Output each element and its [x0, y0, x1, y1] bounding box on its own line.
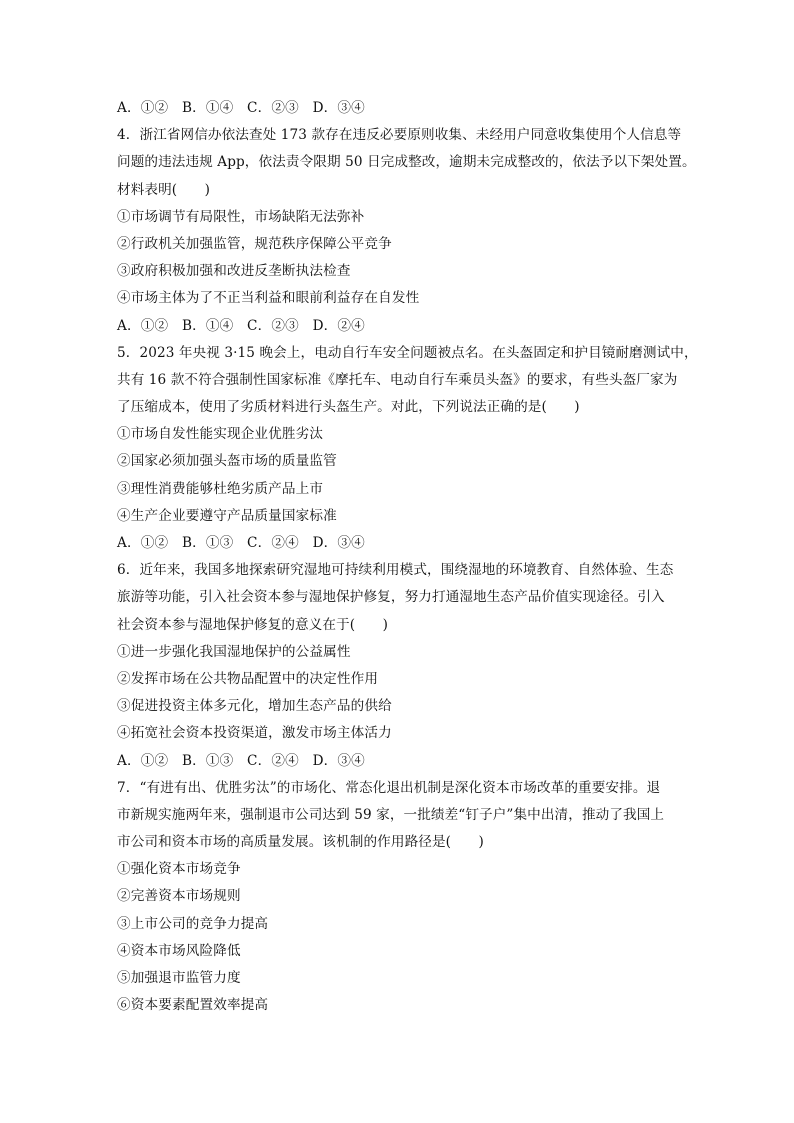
q5-stem-line-3: 了压缩成本，使用了劣质材料进行头盔生产。对此，下列说法正确的是( ) [117, 399, 580, 416]
q5-option-2: ②国家必须加强头盔市场的质量监管 [117, 453, 337, 470]
q4-stem-line-3: 材料表明( ) [117, 181, 210, 198]
q4-option-2: ②行政机关加强监管，规范秩序保障公平竞争 [117, 235, 392, 252]
q4-option-3: ③政府积极加强和改进反垄断执法检查 [117, 263, 351, 280]
q4-stem-line-2: 问题的违法违规 App，依法责令限期 50 日完成整改，逾期未完成整改的，依法予以下架处置。 [117, 154, 696, 171]
q7-option-2: ②完善资本市场规则 [117, 888, 241, 905]
q7-option-5: ⑤加强退市监管力度 [117, 970, 241, 986]
q5-stem-line-2: 共有 16 款不符合强制性国家标准《摩托车、电动自行车乘员头盔》的要求，有些头盔厂家为 [117, 371, 678, 388]
q5-option-3: ③理性消费能够杜绝劣质产品上市 [117, 480, 324, 497]
q7-option-4: ④资本市场风险降低 [117, 942, 241, 959]
q5-option-1: ①市场自发性能实现企业优胜劣汰 [117, 426, 324, 443]
q3-answer-choices: A．①② B．①④ C．②③ D．③④ [117, 100, 365, 116]
q7-option-1: ①强化资本市场竞争 [117, 861, 241, 878]
q6-stem-line-2: 旅游等功能，引入社会资本参与湿地保护修复，努力打通湿地生态产品价值实现途径。引入 [117, 589, 665, 606]
q6-option-4: ④拓宽社会资本投资渠道，激发市场主体活力 [117, 725, 392, 742]
q7-option-3: ③上市公司的竞争力提高 [117, 915, 269, 932]
q7-option-6: ⑥资本要素配置效率提高 [117, 997, 269, 1014]
question-sheet [117, 95, 698, 1019]
q6-stem-line-3: 社会资本参与湿地保护修复的意义在于( ) [117, 616, 388, 633]
q4-answer-choices: A．①② B．①④ C．②③ D．②④ [117, 317, 365, 334]
q6-option-1: ①进一步强化我国湿地保护的公益属性 [117, 643, 351, 660]
q6-option-3: ③促进投资主体多元化，增加生态产品的供给 [117, 698, 392, 715]
q4-option-4: ④市场主体为了不正当利益和眼前利益存在自发性 [117, 290, 420, 307]
q4-stem-line-1: 4．浙江省网信办依法查处 173 款存在违反必要原则收集、未经用户同意收集使用个人信息等 [117, 127, 682, 144]
q5-stem-line-1: 5．2023 年央视 3·15 晚会上，电动自行车安全问题被点名。在头盔固定和护目镜耐磨测试中， [117, 344, 698, 361]
q5-option-4: ④生产企业要遵守产品质量国家标准 [117, 507, 337, 524]
q6-answer-choices: A．①② B．①③ C．②④ D．③④ [117, 752, 365, 769]
q6-stem-line-1: 6．近年来，我国多地探索研究湿地可持续利用模式，围绕湿地的环境教育、自然体验、生态 [117, 562, 674, 579]
q4-option-1: ①市场调节有局限性，市场缺陷无法弥补 [117, 208, 365, 225]
q7-stem-line-3: 市公司和资本市场的高质量发展。该机制的作用路径是( ) [117, 834, 484, 851]
q7-stem-line-1: 7．“有进有出、优胜劣汰”的市场化、常态化退出机制是深化资本市场改革的重要安排。退 [117, 779, 661, 796]
q7-stem-line-2: 市新规实施两年来，强制退市公司达到 59 家，一批绩差“钉子户”集中出清，推动了我国上 [117, 806, 665, 823]
q5-answer-choices: A．①② B．①③ C．②④ D．③④ [117, 535, 365, 551]
q6-option-2: ②发挥市场在公共物品配置中的决定性作用 [117, 670, 379, 687]
